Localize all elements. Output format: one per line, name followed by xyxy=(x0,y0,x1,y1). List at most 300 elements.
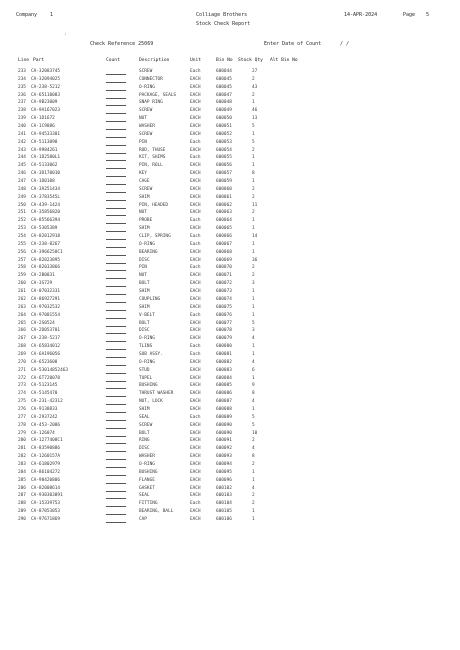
part-number: CA-2S0524 xyxy=(31,320,55,326)
line-number: 271 xyxy=(18,367,26,373)
description: ROD, THUSE xyxy=(139,147,166,153)
bin-number: 600048 xyxy=(216,100,232,106)
description: SCREW xyxy=(139,131,153,137)
description: SUB ASSY. xyxy=(139,351,163,357)
line-number: 268 xyxy=(18,344,26,350)
unit: EACH xyxy=(190,92,201,98)
bin-number: 600080 xyxy=(216,344,232,350)
description: PIN, HEADED xyxy=(139,202,169,208)
part-number: CA-82033866 xyxy=(31,265,61,271)
line-number: 258 xyxy=(18,265,26,271)
count-entry-line[interactable] xyxy=(106,388,126,389)
count-entry-line[interactable] xyxy=(106,74,126,75)
description: KEY xyxy=(139,171,147,177)
count-entry-line[interactable] xyxy=(106,113,126,114)
bin-number: 600093 xyxy=(216,454,232,460)
table-row xyxy=(0,445,460,453)
bin-number: 600090 xyxy=(216,422,232,428)
unit: Each xyxy=(190,265,201,271)
bin-number: 600083 xyxy=(216,367,232,373)
line-number: 249 xyxy=(18,194,26,200)
table-row xyxy=(0,178,460,186)
count-entry-line[interactable] xyxy=(106,436,126,437)
line-number: 248 xyxy=(18,186,26,192)
bin-number: 600104 xyxy=(216,501,232,507)
count-entry-line[interactable] xyxy=(106,381,126,382)
count-entry-line[interactable] xyxy=(106,98,126,99)
count-entry-line[interactable] xyxy=(106,420,126,421)
count-entry-line[interactable] xyxy=(106,239,126,240)
description: BEARING, BALL xyxy=(139,509,174,515)
count-entry-line[interactable] xyxy=(106,121,126,122)
count-entry-line[interactable] xyxy=(106,160,126,161)
table-row xyxy=(0,367,460,375)
bin-number: 600071 xyxy=(216,273,232,279)
table-row xyxy=(0,249,460,257)
bin-number: 600092 xyxy=(216,446,232,452)
unit: Each xyxy=(190,344,201,350)
count-entry-line[interactable] xyxy=(106,341,126,342)
description: STUD xyxy=(139,367,150,373)
line-number: 283 xyxy=(18,461,26,467)
stock-qty: 5 xyxy=(252,124,255,130)
count-entry-line[interactable] xyxy=(106,428,126,429)
part-number: CA-1260157A xyxy=(31,454,61,460)
line-number: 244 xyxy=(18,155,26,161)
table-row xyxy=(0,241,460,249)
description: BOLT xyxy=(139,320,150,326)
count-entry-line[interactable] xyxy=(106,443,126,444)
table-row xyxy=(0,414,460,422)
line-number: 246 xyxy=(18,171,26,177)
bin-number: 600050 xyxy=(216,116,232,122)
unit: EACH xyxy=(190,273,201,279)
description: NUT xyxy=(139,210,147,216)
count-entry-line[interactable] xyxy=(106,373,126,374)
count-entry-line[interactable] xyxy=(106,475,126,476)
part-number: CA-3S729 xyxy=(31,281,53,287)
bin-number: 600089 xyxy=(216,414,232,420)
line-number: 282 xyxy=(18,454,26,460)
bin-number: 600054 xyxy=(216,147,232,153)
table-row xyxy=(0,304,460,312)
part-number: CA-3D170010 xyxy=(31,171,61,177)
description: BEARING xyxy=(139,249,158,255)
count-entry-line[interactable] xyxy=(106,451,126,452)
table-row xyxy=(0,115,460,123)
enter-date-label: Enter Date of Count xyxy=(264,41,322,47)
part-number: CA-2D053701 xyxy=(31,328,61,334)
table-row xyxy=(0,84,460,92)
bin-number: 600051 xyxy=(216,124,232,130)
count-entry-line[interactable] xyxy=(106,396,126,397)
description: CAP xyxy=(139,516,147,522)
description: COUPLING xyxy=(139,296,161,302)
table-row xyxy=(0,320,460,328)
unit: EACH xyxy=(190,304,201,310)
check-reference: Check Reference 25069 xyxy=(90,41,154,47)
table-row xyxy=(0,257,460,265)
part-number: CA-9B23009 xyxy=(31,100,58,106)
stock-qty: 6 xyxy=(252,367,255,373)
bin-number: 600096 xyxy=(216,477,232,483)
count-entry-line[interactable] xyxy=(106,365,126,366)
count-entry-line[interactable] xyxy=(106,184,126,185)
description: NUT xyxy=(139,273,147,279)
bin-number: 600072 xyxy=(216,281,232,287)
description: DISC xyxy=(139,257,150,263)
unit: EACH xyxy=(190,406,201,412)
count-entry-line[interactable] xyxy=(106,302,126,303)
count-entry-line[interactable] xyxy=(106,90,126,91)
unit: EACH xyxy=(190,469,201,475)
unit: EACH xyxy=(190,163,201,169)
count-entry-line[interactable] xyxy=(106,231,126,232)
part-number: CA-453-2086 xyxy=(31,422,61,428)
description: TUPEL xyxy=(139,375,153,381)
line-number: 235 xyxy=(18,84,26,90)
company-number: 1 xyxy=(50,12,54,18)
part-number: CA-5145470 xyxy=(31,391,58,397)
part-number: CA-5305389 xyxy=(31,226,58,232)
count-entry-line[interactable] xyxy=(106,459,126,460)
table-row xyxy=(0,99,460,107)
stock-qty: 1 xyxy=(252,100,255,106)
line-number: 270 xyxy=(18,359,26,365)
unit: EACH xyxy=(190,226,201,232)
unit: EACH xyxy=(190,446,201,452)
count-entry-line[interactable] xyxy=(106,223,126,224)
part-number: CA-930303891 xyxy=(31,493,63,499)
table-row xyxy=(0,225,460,233)
part-number: CA-9138833 xyxy=(31,406,58,412)
unit: Each xyxy=(190,218,201,224)
part-number: CA-97671869 xyxy=(31,516,61,522)
line-number: 262 xyxy=(18,296,26,302)
part-number: CA-97081554 xyxy=(31,312,61,318)
table-row xyxy=(0,107,460,115)
stock-qty: 1 xyxy=(252,509,255,515)
table-row xyxy=(0,469,460,477)
line-number: 259 xyxy=(18,273,26,279)
bin-number: 600078 xyxy=(216,328,232,334)
stock-qty: 8 xyxy=(252,391,255,397)
table-row xyxy=(0,406,460,414)
count-entry-line[interactable] xyxy=(106,137,126,138)
stock-qty: 1 xyxy=(252,155,255,161)
count-entry-line[interactable] xyxy=(106,105,126,106)
stock-qty: 8 xyxy=(252,171,255,177)
table-row xyxy=(0,76,460,84)
part-number: CA-15339753 xyxy=(31,501,61,507)
stock-qty: 2 xyxy=(252,501,255,507)
part-number: CA-3A251434 xyxy=(31,186,61,192)
description: BOLT xyxy=(139,281,150,287)
bin-number: 600095 xyxy=(216,469,232,475)
table-row xyxy=(0,272,460,280)
bin-number: 600084 xyxy=(216,375,232,381)
stock-qty: 1 xyxy=(252,218,255,224)
count-entry-line[interactable] xyxy=(106,318,126,319)
unit: EACH xyxy=(190,194,201,200)
count-entry-line[interactable] xyxy=(106,215,126,216)
bin-number: 600085 xyxy=(216,383,232,389)
stock-qty: 27 xyxy=(252,69,258,74)
table-row xyxy=(0,202,460,210)
table-row xyxy=(0,398,460,406)
bin-number: 600067 xyxy=(216,241,232,247)
part-number: CA-5123145 xyxy=(31,383,58,389)
line-number: 253 xyxy=(18,226,26,232)
line-number: 254 xyxy=(18,234,26,240)
unit: EACH xyxy=(190,516,201,522)
bin-number: 600052 xyxy=(216,131,232,137)
stock-qty: 2 xyxy=(252,147,255,153)
unit: Each xyxy=(190,351,201,357)
line-number: 243 xyxy=(18,147,26,153)
count-entry-line[interactable] xyxy=(106,176,126,177)
table-row xyxy=(0,92,460,100)
table-row xyxy=(0,430,460,438)
count-entry-line[interactable] xyxy=(106,192,126,193)
col-line: Line xyxy=(18,58,30,63)
count-entry-line[interactable] xyxy=(106,153,126,154)
count-entry-line[interactable] xyxy=(106,483,126,484)
description: CLIP, SPRING xyxy=(139,234,171,240)
table-row xyxy=(0,453,460,461)
stock-qty: 14 xyxy=(252,234,258,240)
count-entry-line[interactable] xyxy=(106,129,126,130)
line-number: 290 xyxy=(18,516,26,522)
line-number: 285 xyxy=(18,477,26,483)
unit: EACH xyxy=(190,383,201,389)
table-row xyxy=(0,68,460,76)
part-number: CA-231-42312 xyxy=(31,399,63,405)
stock-qty: 2 xyxy=(252,493,255,499)
part-number: CA-07032331 xyxy=(31,289,61,295)
unit: EACH xyxy=(190,210,201,216)
count-entry-line[interactable] xyxy=(106,82,126,83)
line-number: 269 xyxy=(18,351,26,357)
bin-number: 600053 xyxy=(216,139,232,145)
report-date: 14-APR-2024 xyxy=(344,12,378,18)
unit: Each xyxy=(190,139,201,145)
count-entry-line[interactable] xyxy=(106,270,126,271)
stock-qty: 2 xyxy=(252,186,255,192)
description: PIN xyxy=(139,265,147,271)
table-row xyxy=(0,139,460,147)
count-entry-line[interactable] xyxy=(106,255,126,256)
unit: EACH xyxy=(190,289,201,295)
stock-qty: 4 xyxy=(252,399,255,405)
bin-number: 600094 xyxy=(216,461,232,467)
bin-number: 600105 xyxy=(216,509,232,515)
unit: EACH xyxy=(190,359,201,365)
part-number: CA-82008614 xyxy=(31,485,61,491)
description: CAGE xyxy=(139,179,150,185)
bin-number: 600102 xyxy=(216,485,232,491)
count-entry-line[interactable] xyxy=(106,498,126,499)
line-number: 247 xyxy=(18,179,26,185)
count-entry-line[interactable] xyxy=(106,333,126,334)
count-entry-line[interactable] xyxy=(106,506,126,507)
unit: EACH xyxy=(190,454,201,460)
description: DISC xyxy=(139,446,150,452)
bin-number: 600088 xyxy=(216,406,232,412)
part-number: CA-98420806 xyxy=(31,477,61,483)
page-label: Page xyxy=(403,12,416,18)
part-number: CA-83590886 xyxy=(31,446,61,452)
description: TLINS xyxy=(139,344,153,350)
stock-qty: 1 xyxy=(252,351,255,357)
count-entry-line[interactable] xyxy=(106,404,126,405)
table-row xyxy=(0,280,460,288)
bin-number: 600070 xyxy=(216,265,232,271)
bin-number: 600081 xyxy=(216,351,232,357)
line-number: 238 xyxy=(18,108,26,114)
description: SEAL xyxy=(139,493,150,499)
part-number: CA-238-8267 xyxy=(31,241,61,247)
line-number: 281 xyxy=(18,446,26,452)
description: BUSHING xyxy=(139,469,158,475)
description: PIN xyxy=(139,139,147,145)
line-number: 255 xyxy=(18,241,26,247)
table-row xyxy=(0,131,460,139)
stock-qty: 3 xyxy=(252,328,255,334)
bin-number: 600063 xyxy=(216,210,232,216)
line-number: 260 xyxy=(18,281,26,287)
part-number: CA-94533301 xyxy=(31,131,61,137)
description: BOLT xyxy=(139,430,150,436)
count-entry-line[interactable] xyxy=(106,145,126,146)
unit: EACH xyxy=(190,257,201,263)
count-entry-line[interactable] xyxy=(106,491,126,492)
table-row xyxy=(0,508,460,516)
count-entry-line[interactable] xyxy=(106,168,126,169)
table-row xyxy=(0,335,460,343)
table-row xyxy=(0,147,460,155)
bin-number: 600044 xyxy=(216,69,232,74)
count-entry-line[interactable] xyxy=(106,294,126,295)
stock-qty: 2 xyxy=(252,76,255,82)
part-number: CA-65834012 xyxy=(31,344,61,350)
stock-qty: 43 xyxy=(252,84,258,90)
unit: EACH xyxy=(190,375,201,381)
description: O-RING xyxy=(139,84,155,90)
line-number: 252 xyxy=(18,218,26,224)
bin-number: 600062 xyxy=(216,202,232,208)
count-entry-line[interactable] xyxy=(106,263,126,264)
description: SCREW xyxy=(139,69,153,74)
line-number: 276 xyxy=(18,406,26,412)
stock-qty: 1 xyxy=(252,241,255,247)
count-entry-line[interactable] xyxy=(106,200,126,201)
part-number: CA-1D1672 xyxy=(31,116,55,122)
description: SCREW xyxy=(139,186,153,192)
table-row xyxy=(0,162,460,170)
stock-qty: 5 xyxy=(252,414,255,420)
stock-qty: 5 xyxy=(252,320,255,326)
part-number: CA-82012918 xyxy=(31,234,61,240)
count-entry-line[interactable] xyxy=(106,412,126,413)
date-entry-field[interactable]: / / xyxy=(340,41,350,47)
part-number: CA-3966258C1 xyxy=(31,249,63,255)
stock-rows xyxy=(0,68,460,524)
line-number: 286 xyxy=(18,485,26,491)
unit: EACH xyxy=(190,249,201,255)
line-number: 256 xyxy=(18,249,26,255)
bin-number: 600068 xyxy=(216,249,232,255)
stock-qty: 4 xyxy=(252,485,255,491)
count-entry-line[interactable] xyxy=(106,326,126,327)
line-number: 288 xyxy=(18,501,26,507)
part-number: CA-2B0831 xyxy=(31,273,55,279)
part-number: CA-97032532 xyxy=(31,304,61,310)
unit: EACH xyxy=(190,100,201,106)
description: FLANGE xyxy=(139,477,155,483)
line-number: 257 xyxy=(18,257,26,263)
description: KIT, SHIMS xyxy=(139,155,166,161)
stock-qty: 36 xyxy=(252,257,258,263)
count-entry-line[interactable] xyxy=(106,278,126,279)
count-entry-line[interactable] xyxy=(106,247,126,248)
count-entry-line[interactable] xyxy=(106,514,126,515)
stock-qty: 1 xyxy=(252,312,255,318)
table-row xyxy=(0,209,460,217)
stock-qty: 1 xyxy=(252,375,255,381)
bin-number: 600045 xyxy=(216,84,232,90)
part-number: CA-86927291 xyxy=(31,296,61,302)
unit: Each xyxy=(190,234,201,240)
count-entry-line[interactable] xyxy=(106,467,126,468)
part-number: CA-9984261 xyxy=(31,147,58,153)
part-number: CA-85566394 xyxy=(31,218,61,224)
unit: EACH xyxy=(190,336,201,342)
unit: Each xyxy=(190,155,201,161)
count-entry-line[interactable] xyxy=(106,286,126,287)
count-entry-line[interactable] xyxy=(106,522,126,523)
bin-number: 600082 xyxy=(216,359,232,365)
part-number: CA-61802979 xyxy=(31,461,61,467)
count-entry-line[interactable] xyxy=(106,357,126,358)
part-number: CA-6A196056 xyxy=(31,351,61,357)
part-number: CA-32083745 xyxy=(31,69,61,74)
part-number: CA-5113098 xyxy=(31,139,58,145)
unit: EACH xyxy=(190,485,201,491)
unit: EACH xyxy=(190,84,201,90)
description: SNAP RING xyxy=(139,100,163,106)
count-entry-line[interactable] xyxy=(106,349,126,350)
count-entry-line[interactable] xyxy=(106,208,126,209)
unit: EACH xyxy=(190,202,201,208)
line-number: 267 xyxy=(18,336,26,342)
stock-qty: 1 xyxy=(252,516,255,522)
stock-qty: 3 xyxy=(252,281,255,287)
stock-qty: 1 xyxy=(252,249,255,255)
table-row xyxy=(0,375,460,383)
line-number: 239 xyxy=(18,116,26,122)
line-number: 242 xyxy=(18,139,26,145)
part-number: CA-35856820 xyxy=(31,210,61,216)
count-entry-line[interactable] xyxy=(106,310,126,311)
part-number: CA-6523608 xyxy=(31,359,58,365)
bin-number: 600090 xyxy=(216,430,232,436)
description: SHIM xyxy=(139,406,150,412)
stock-qty: 11 xyxy=(252,202,258,208)
unit: EACH xyxy=(190,438,201,444)
unit: Each xyxy=(190,241,201,247)
stock-qty: 1 xyxy=(252,406,255,412)
